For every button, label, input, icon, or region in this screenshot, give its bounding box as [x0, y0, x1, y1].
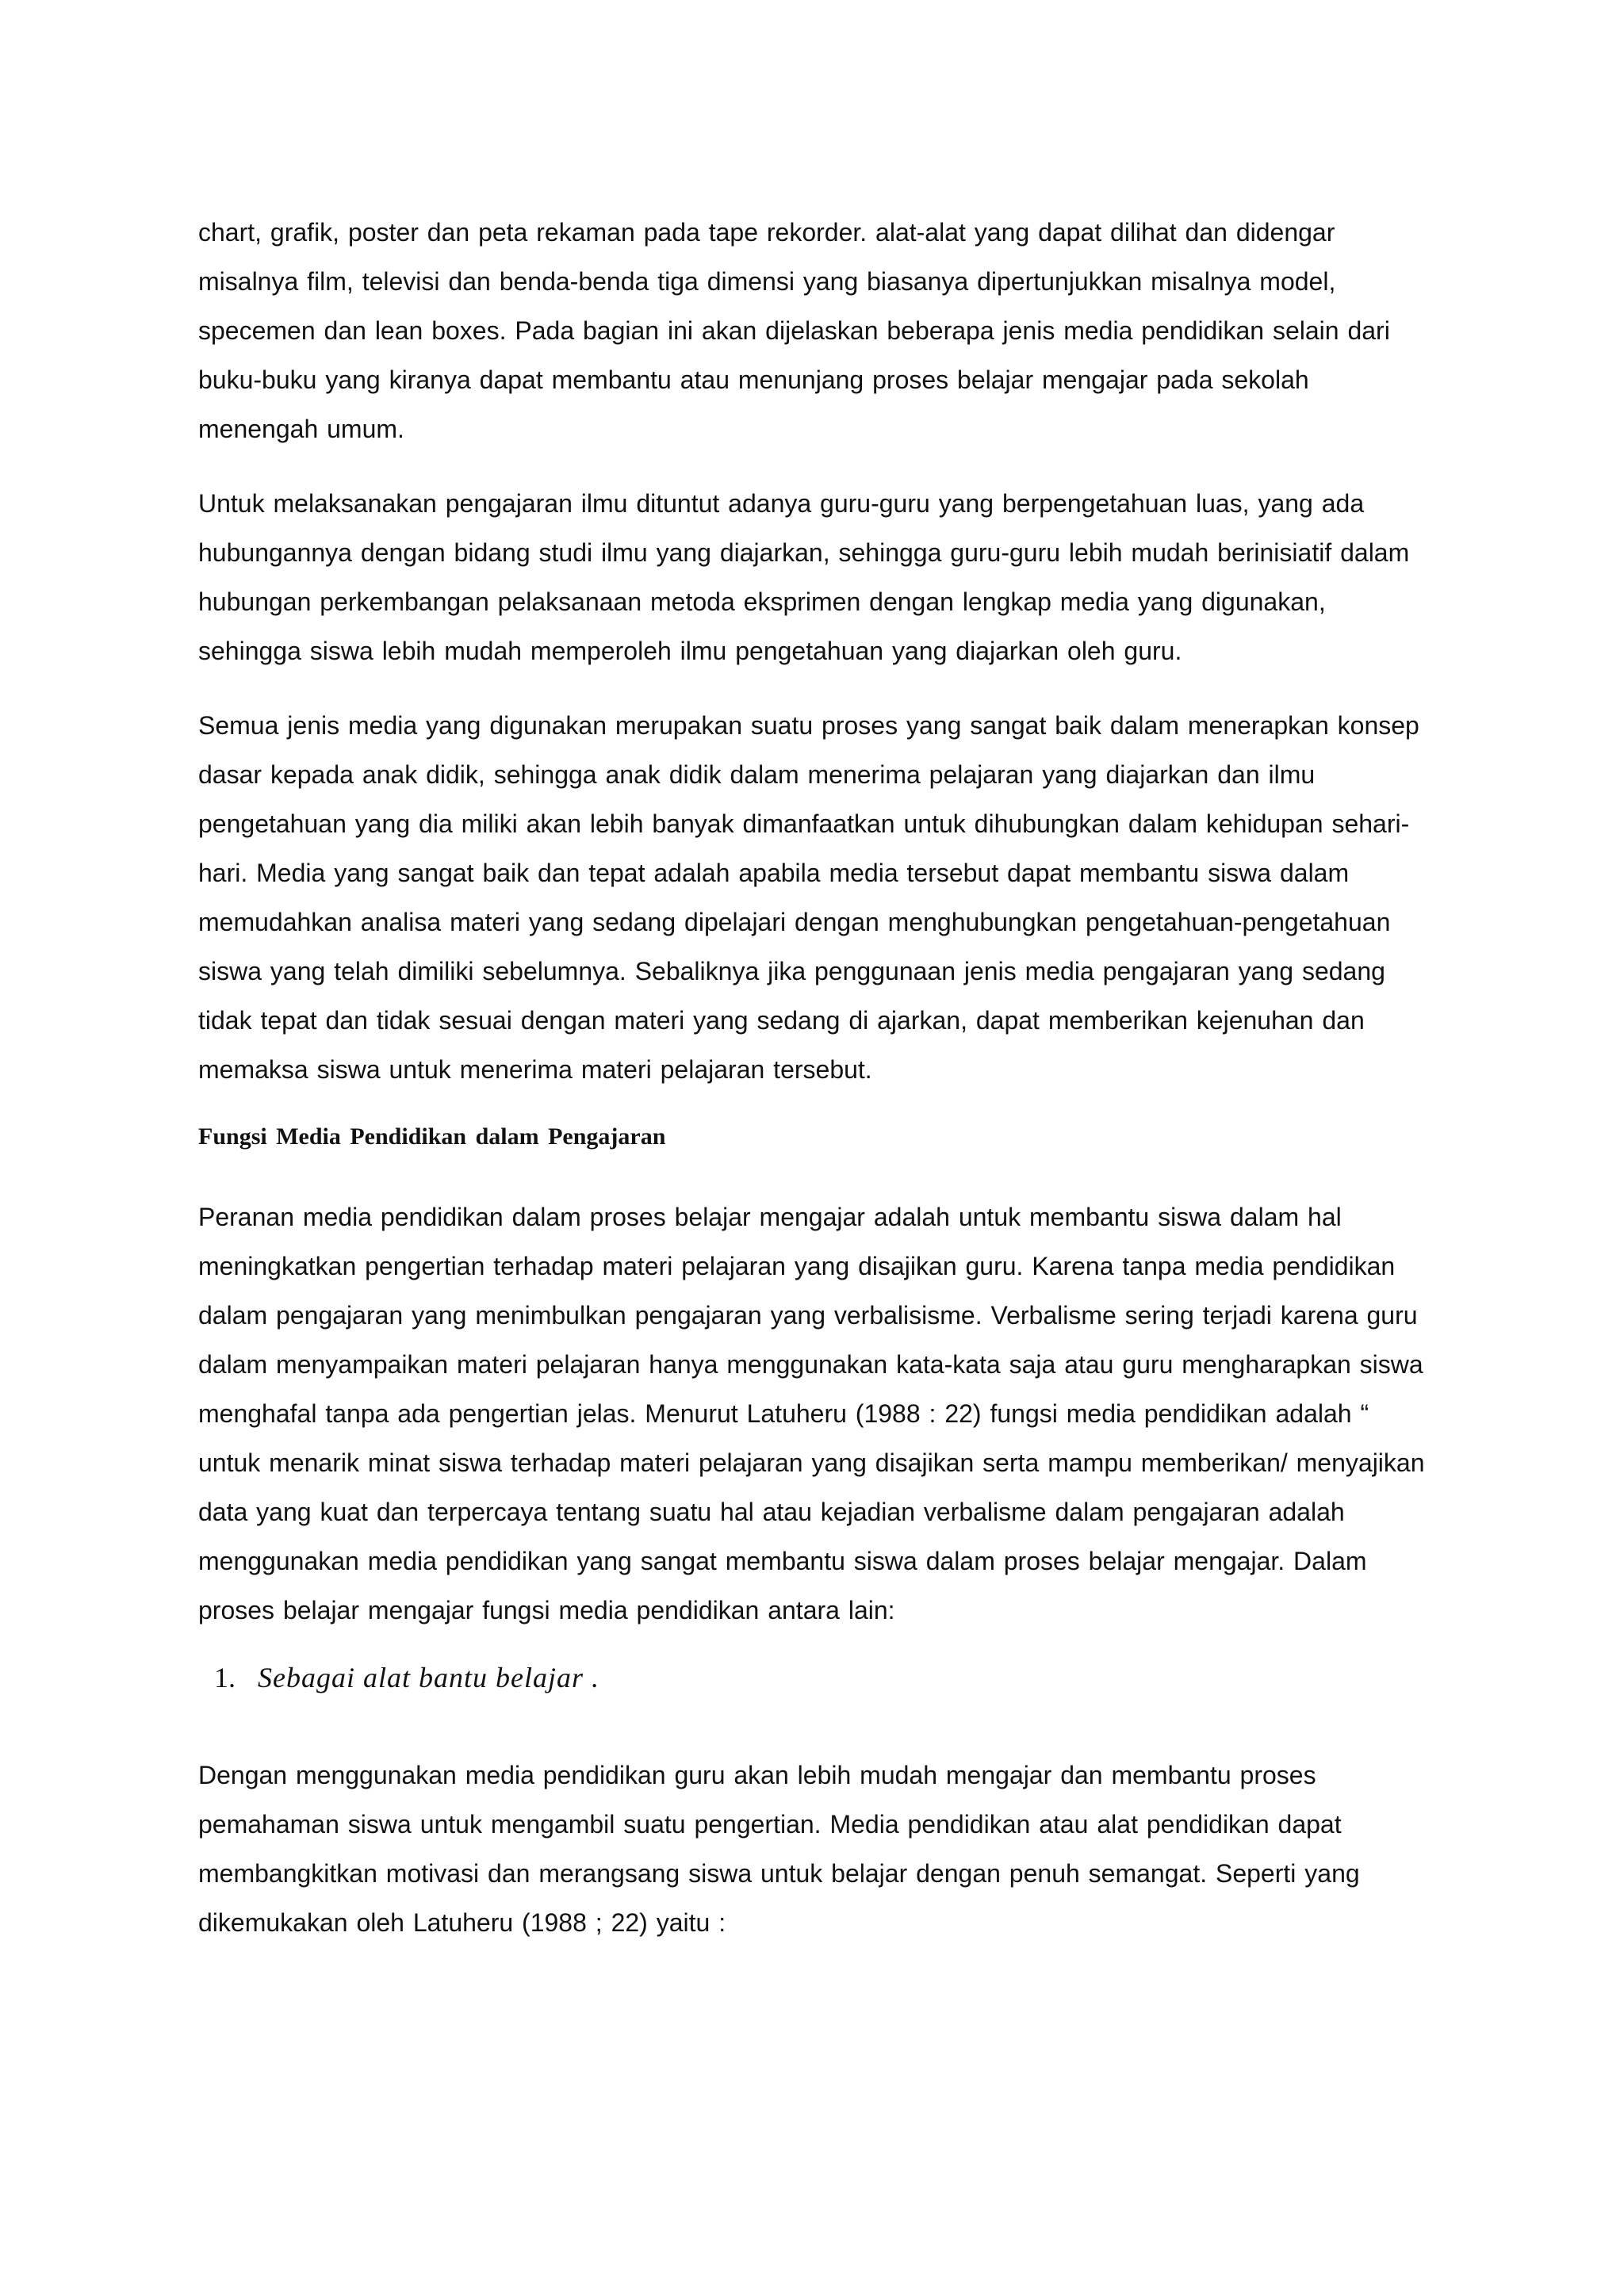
- list-item-number: 1.: [214, 1662, 236, 1693]
- paragraph-media-process: Semua jenis media yang digunakan merupakan suatu proses yang sangat baik dalam menerapkan konsep dasar kepada anak didik, sehingga anak didik dalam menerima pelajaran yang diajarkan dan ilmu pengetahuan yang dia miliki akan lebih banyak dimanfaatkan untuk dihubungkan dalam kehidupan sehari-hari. Media yang sangat baik dan tepat adalah apabila media tersebut dapat membantu siswa dalam memudahkan analisa materi yang sedang dipelajari dengan menghubungkan pengetahuan-pengetahuan siswa yang telah dimiliki sebelumnya. Sebaliknya jika penggunaan jenis media pengajaran yang sedang tidak tepat dan tidak sesuai dengan materi yang sedang di ajarkan, dapat memberikan kejenuhan dan memaksa siswa untuk menerima materi pelajaran tersebut.: [198, 711, 1419, 1084]
- document-page: [198, 208, 1435, 1973]
- paragraph-media-types: chart, grafik, poster dan peta rekaman pada tape rekorder. alat-alat yang dapat dilihat dan didengar misalnya film, televisi dan benda-benda tiga dimensi yang biasanya dipertunjukkan misalnya model, specemen dan lean boxes. Pada bagian ini akan dijelaskan beberapa jenis media pendidikan selain dari buku-buku yang kiranya dapat membantu atau menunjang proses belajar mengajar pada sekolah menengah umum.: [198, 218, 1390, 443]
- paragraph-teacher-knowledge: Untuk melaksanakan pengajaran ilmu dituntut adanya guru-guru yang berpengetahuan luas, yang ada hubungannya dengan bidang studi ilmu yang diajarkan, sehingga guru-guru lebih mudah berinisiatif dalam hubungan perkembangan pelaksanaan metoda eksprimen dengan lengkap media yang digunakan, sehingga siswa lebih mudah memperoleh ilmu pengetahuan yang diajarkan oleh guru.: [198, 489, 1410, 665]
- list-item: [214, 1660, 1435, 1695]
- list-item-text: Sebagai alat bantu belajar .: [258, 1662, 599, 1693]
- section-heading: Fungsi Media Pendidikan dalam Pengajaran: [198, 1123, 666, 1150]
- paragraph-learning-aid: Dengan menggunakan media pendidikan guru akan lebih mudah mengajar dan membantu proses pemahaman siswa untuk mengambil suatu pengertian. Media pendidikan atau alat pendidikan dapat membangkitkan motivasi dan merangsang siswa untuk belajar dengan penuh semangat. Seperti yang dikemukakan oleh Latuheru (1988 ; 22) yaitu :: [198, 1761, 1360, 1937]
- paragraph-media-role: Peranan media pendidikan dalam proses belajar mengajar adalah untuk membantu siswa dalam hal meningkatkan pengertian terhadap materi pelajaran yang disajikan guru. Karena tanpa media pendidikan dalam pengajaran yang menimbulkan pengajaran yang verbalisisme. Verbalisme sering terjadi karena guru dalam menyampaikan materi pelajaran hanya menggunakan kata-kata saja atau guru mengharapkan siswa menghafal tanpa ada pengertian jelas. Menurut Latuheru (1988 : 22) fungsi media pendidikan adalah “ untuk menarik minat siswa terhadap materi pelajaran yang disajikan serta mampu memberikan/ menyajikan data yang kuat dan terpercaya tentang suatu hal atau kejadian verbalisme dalam pengajaran adalah menggunakan media pendidikan yang sangat membantu siswa dalam proses belajar mengajar. Dalam proses belajar mengajar fungsi media pendidikan antara lain:: [198, 1203, 1425, 1624]
